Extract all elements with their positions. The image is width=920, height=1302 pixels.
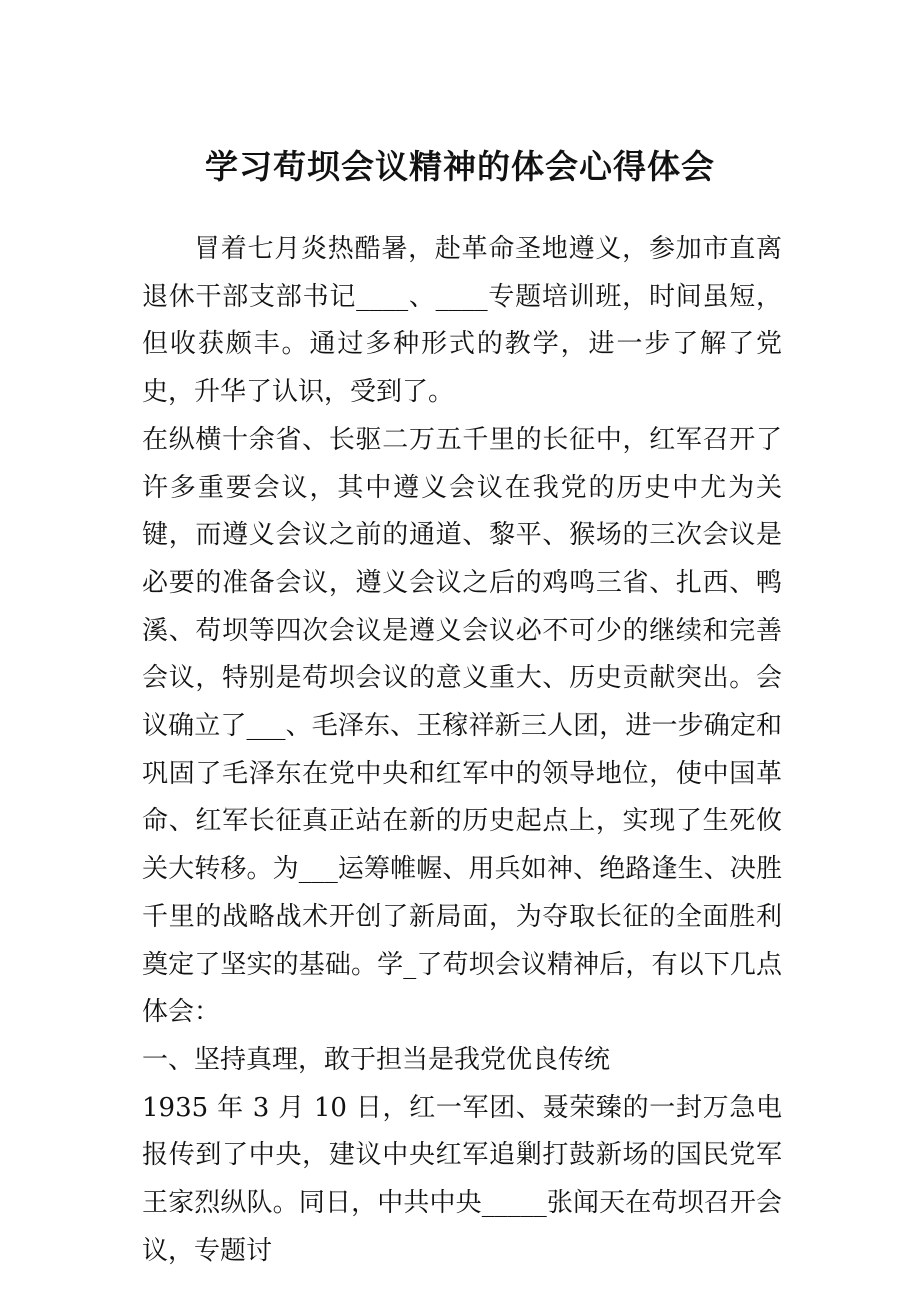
document-title: 学习苟坝会议精神的体会心得体会 bbox=[205, 147, 715, 186]
paragraph-meeting-history: 在纵横十余省、长驱二万五千里的长征中，红军召开了许多重要会议，其中遵义会议在我党的历史中尤为关键，而遵义会议之前的通道、黎平、猴场的三次会议是必要的准备会议，遵义会议之后的鸡鸣三省、扎西、鸭溪、苟坝等四次会议是遵义会议必不可少的继续和完善会议，特别是苟坝会议的意义重大、历史贡献突出。会议确立了___、毛泽东、王稼祥新三人团，进一步确定和巩固了毛泽东在党中央和红军中的领导地位，使中国革命、红军长征真正站在新的历史起点上，实现了生死攸关大转移。为___运筹帷幄、用兵如神、绝路逢生、决胜千里的战略战术开创了新局面，为夺取长征的全面胜利奠定了坚实的基础。学_了苟坝会议精神后，有以下几点体会： bbox=[142, 424, 782, 1028]
section-heading-one: 一、坚持真理，敢于担当是我党优良传统 bbox=[142, 1044, 611, 1075]
document-body bbox=[142, 226, 782, 1275]
paragraph-intro: 冒着七月炎热酷暑，赴革命圣地遵义，参加市直离退休干部支部书记____、____专题培训班，时间虽短，但收获颇丰。通过多种形式的教学，进一步了解了党史，升华了认识，受到了。 bbox=[142, 234, 782, 408]
paragraph-1935-telegram: 1935 年 3 月 10 日，红一军团、聂荣臻的一封万急电报传到了中央，建议中央红军追剿打鼓新场的国民党军王家烈纵队。同日，中共中央_____张闻天在苟坝召开会议，专题讨 bbox=[142, 1092, 782, 1266]
